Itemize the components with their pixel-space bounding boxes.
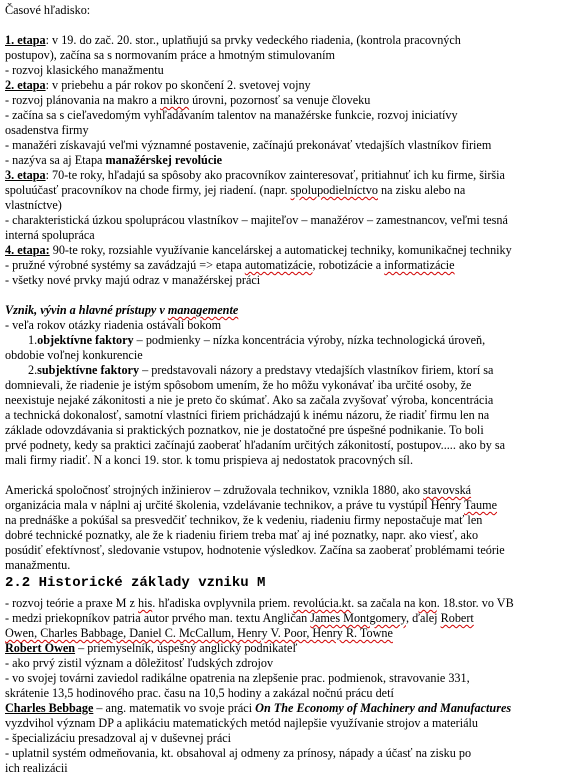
text: . hľadiska ovplyvnila priem. [152, 596, 294, 610]
bold-term: subjektívne faktory [37, 363, 140, 377]
american-paragraph-line-6: manažmentu. [5, 558, 71, 572]
bold-term: objektívne faktory [37, 333, 134, 347]
text: Americká spoločnosť strojných inžinierov – združovala technikov, vznikla 1880, ako [5, 483, 423, 497]
etapa-3-line-3: vlastníctve) [5, 198, 62, 212]
babbage-line-1 [5, 701, 511, 716]
subjective-paragraph-line-1: domnievali, že riadenie je istým spôsobom umením, že ho môžu vykonávať iba určité osoby, že [5, 378, 472, 392]
spellcheck-word: automatizácie [244, 258, 313, 272]
etapa-1-line-3: - rozvoj klasického manažmentu [5, 63, 164, 77]
subjective-paragraph-line-2: neexistuje nejaké zákonitosti a nie je preto čo skúmať. Ako sa začala zvyšovať výroba, koncentrácia [5, 393, 494, 407]
text: Vznik, vývin a hlavné prístupy v [5, 303, 168, 317]
etapa-4-text: 90-te roky, rozsiahle využívanie kancelárskej a automatickej techniky, komunikačnej techniky [49, 243, 512, 257]
babbage-line-5: ich realizácii [5, 761, 68, 775]
spellcheck-word: Taume [464, 498, 498, 512]
spellcheck-names: Owen, Charles Babbage, Daniel C. McCallum, Henry V. Poor, Henry R. Towne [5, 626, 393, 640]
owen-line-2: - ako prvý zistil význam a dôležitosť ľudských zdrojov [5, 656, 274, 670]
spellcheck-word: managemente [167, 303, 239, 317]
etapa-3-line-1 [5, 168, 505, 183]
text: - medzi priekopníkov patria autor prvého man. textu Angličan [5, 611, 311, 625]
etapa-3-line-4: - charakteristická úzkou spoluprácou vlastníkov – majiteľov – manažérov – zamestnancov, veľmi tesná [5, 213, 508, 227]
objective-factors-line-2: obdobie voľnej konkurencie [5, 348, 143, 362]
owen-line-1 [5, 641, 297, 656]
owen-line-4: skrátenie 13,5 hodinového prac. času na 10,5 hodiny a zakázal nočnú prácu detí [5, 686, 394, 700]
text: – predstavovali názory a predstavy vtedajších vlastníkov firiem, ktorí sa [139, 363, 494, 377]
subjective-paragraph-line-4: základe odovzdávania si praktických poznatkov, nie je dostatočné pre úspešné podnikanie. To boli [5, 423, 484, 437]
book-title: On The Economy of Machinery and Manufactures [255, 701, 512, 715]
history-line-1 [5, 596, 514, 611]
spellcheck-word: his [138, 596, 153, 610]
history-line-2 [5, 611, 474, 626]
etapa-2-line-3: - začína sa s cieľavedomým vyhľadávaním talentov na manažérske funkcie, rozvoj iniciatívy [5, 108, 458, 122]
list-number: 1. [28, 333, 38, 347]
etapa-2-line-6 [5, 153, 222, 168]
objective-factors-line [28, 333, 485, 348]
etapa-2-line-5: - manažéri získavajú veľmi významné postavenie, začínajú prekonávať vtedajších vlastníkov firiem [5, 138, 492, 152]
spellcheck-word: stavovská [423, 483, 472, 497]
american-paragraph-line-3: na prednáške a pokúšal sa presvedčiť technikov, že k vedeniu, riadeniu firmy nepostačuje mať len [5, 513, 483, 527]
etapa-4-line-2 [5, 258, 455, 273]
bold-term: manažérskej revolúcie [105, 153, 223, 167]
spellcheck-word: informatizácie [384, 258, 455, 272]
text: – priemyselník, úspešný anglický podnikateľ [75, 641, 298, 655]
etapa-4-line-1 [5, 243, 512, 258]
text: úrovni, pozornosť sa venuje človeku [189, 93, 371, 107]
text: - nazýva sa aj Etapa [5, 153, 106, 167]
babbage-line-3: - špecializáciu presadzoval aj v duševnej práci [5, 731, 232, 745]
etapa-2-line-2 [5, 93, 370, 108]
etapa-1-line-1 [5, 33, 461, 48]
american-paragraph-line-5: posúdiť efektívnosť, sledovanie vstupov, hodnotenie výsledkov. Začína sa zaoberať problémami teórie [5, 543, 505, 557]
text: - rozvoj teórie a praxe M z [5, 596, 138, 610]
etapa-1-label: 1. etapa [5, 33, 46, 47]
text: - pružné výrobné systémy sa zavádzajú => etapa [5, 258, 245, 272]
etapa-3-text: : 70-te roky, hľadajú sa spôsoby ako pracovníkov zainteresovať, pritiahnuť ich ku firme, širšia [45, 168, 505, 182]
text: – podmienky – nízka koncentrácia výroby, nízka technologická úroveň, [133, 333, 486, 347]
text: organizácia mala v náplni aj určité školenia, vzdelávanie technikov, a práve tu vystúpil Henry [5, 498, 465, 512]
spellcheck-word: revolúcia.kt [293, 596, 352, 610]
subjective-paragraph-line-3: a technická dokonalosť, samotní vlastníci firiem prichádzajú k inému názoru, že riadiť firmu len na [5, 408, 490, 422]
babbage-line-2: vyzdvihol význam DP a aplikáciu matematických metód najlepšie využívanie strojov a materiálu [5, 716, 479, 730]
text: . sa začala na [351, 596, 419, 610]
spellcheck-word: mikro [160, 93, 190, 107]
subjective-paragraph-line-5: prvé podnety, kedy sa praktici začínajú zaoberať hľadaním určitých zákonitostí, postupov..... ako by sa [5, 438, 505, 452]
etapa-1-line-2: postupov), začína sa s normovaním práce a hmotným stimulovaním [5, 48, 336, 62]
american-paragraph-line-2 [5, 498, 497, 513]
etapa-4-label: 4. etapa: [5, 243, 50, 257]
spellcheck-word: Robert [440, 611, 474, 625]
spellcheck-word: kon [418, 596, 437, 610]
etapa-3-label: 3. etapa [5, 168, 46, 182]
text: . 18.stor. vo VB [436, 596, 514, 610]
text: , robotizácie a [312, 258, 385, 272]
spellcheck-word: spolupodielníctvo [290, 183, 378, 197]
text: – ang. matematik vo svoje práci [93, 701, 256, 715]
owen-line-3: - vo svojej továrni zaviedol radikálne opatrenia na zlepšenie prac. podmienok, stravovanie 331, [5, 671, 470, 685]
person-name: Charles Bebbage [5, 701, 94, 715]
history-line-3 [5, 626, 393, 641]
etapa-1-text: : v 19. do zač. 20. stor., uplatňujú sa prvky vedeckého riadenia, (kontrola pracovných [45, 33, 461, 47]
etapa-4-line-3: - všetky nové prvky majú odraz v manažérskej práci [5, 273, 261, 287]
etapa-2-line-4: osadenstva firmy [5, 123, 89, 137]
american-paragraph-line-4: dobré technické poznatky, ale že k riadeniu firiem treba mať aj iné poznatky, napr. ako viesť, ako [5, 528, 479, 542]
etapa-2-label: 2. etapa [5, 78, 46, 92]
etapa-3-line-2 [5, 183, 465, 198]
section-title-vznik [5, 303, 238, 318]
subjective-factors-line [28, 363, 493, 378]
american-paragraph-line-1 [5, 483, 471, 498]
etapa-3-line-5: interná spolupráca [5, 228, 95, 242]
text: , ďalej [405, 611, 441, 625]
section-heading-2-2: 2.2 Historické základy vzniku M [5, 575, 266, 591]
list-number: 2. [28, 363, 38, 377]
text: - rozvoj plánovania na makro a [5, 93, 160, 107]
heading: Časové hľadisko: [5, 3, 91, 17]
babbage-line-4: - uplatnil systém odmeňovania, kt. obsahoval aj odmeny za prínosy, nápady a účasť na zisku po [5, 746, 472, 760]
spellcheck-word: James Montgomery [310, 611, 406, 625]
subjective-paragraph-line-6: mali firmy riadiť. N a konci 19. stor. k tomu prispieva aj nedostatok pracovných síl. [5, 453, 413, 467]
person-name: Robert Owen [5, 641, 76, 655]
text: na zisku alebo na [378, 183, 466, 197]
text: spoluúčasť pracovníkov na chode firmy, jej riadení. (napr. [5, 183, 291, 197]
etapa-2-text: : v priebehu a pár rokov po skončení 2. svetovej vojny [45, 78, 311, 92]
vznik-line-1: - veľa rokov otázky riadenia ostávali bokom [5, 318, 222, 332]
etapa-2-line-1 [5, 78, 311, 93]
